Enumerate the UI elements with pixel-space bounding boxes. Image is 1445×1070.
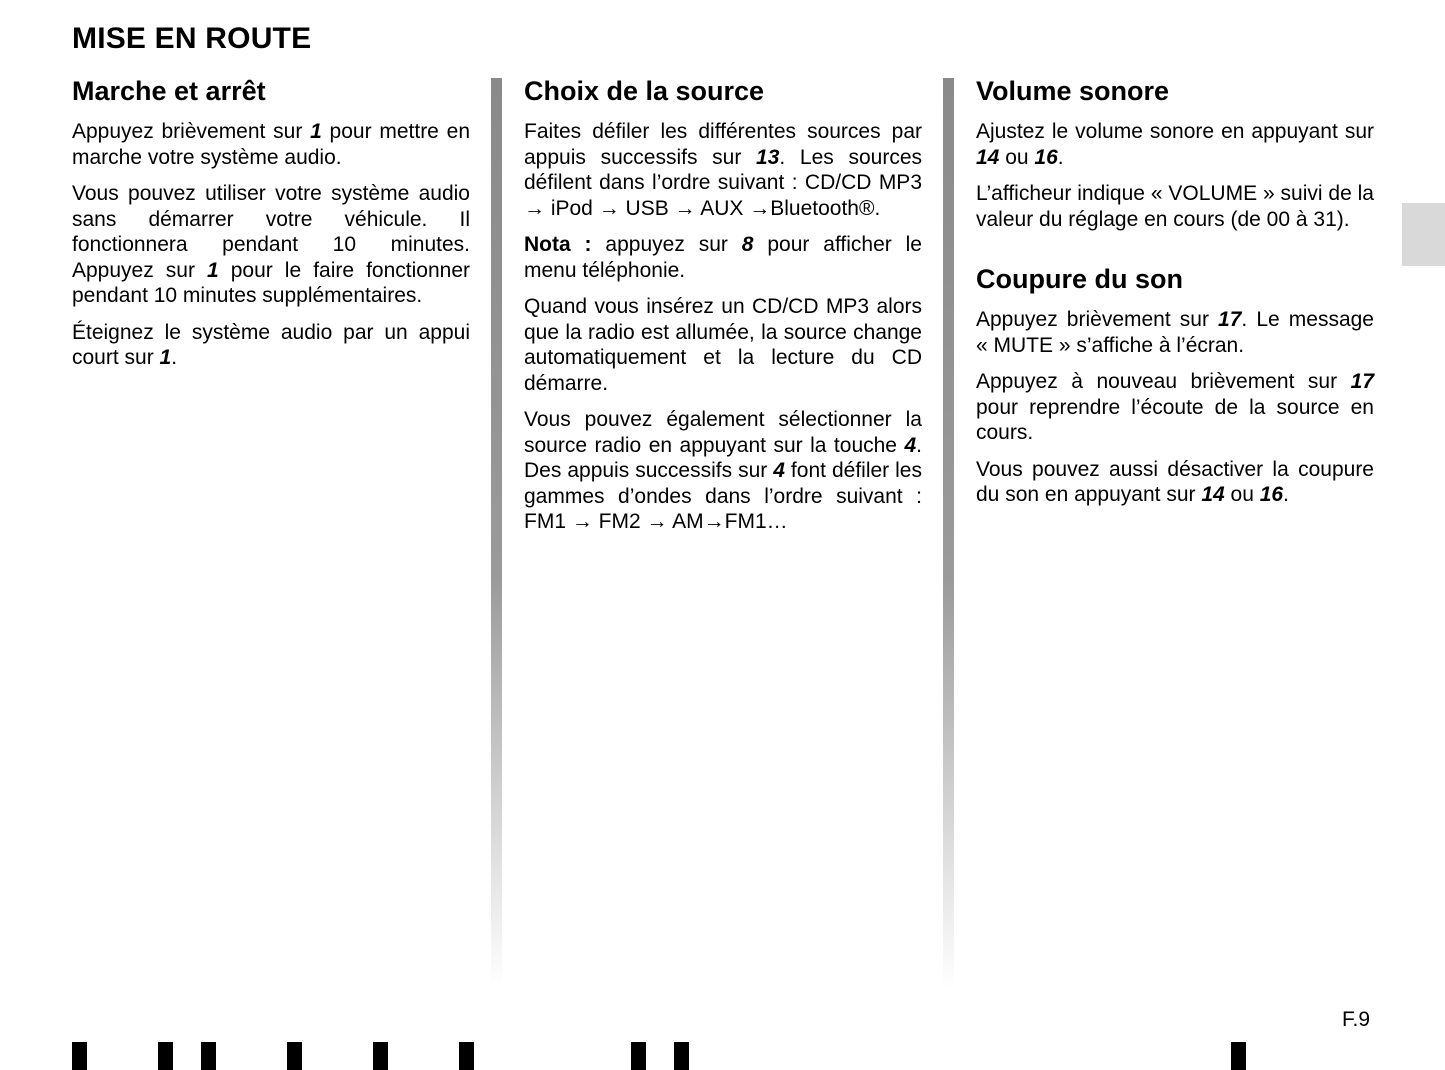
paragraph-text: pour le faire fonctionner pendant 10 minutes supplémentaires. bbox=[72, 258, 470, 307]
paragraph-text: Vous pouvez aussi désactiver la coupure du son en appuyant sur bbox=[976, 457, 1374, 506]
paragraph bbox=[524, 407, 922, 535]
paragraph bbox=[524, 119, 922, 221]
print-crop-mark bbox=[158, 1042, 173, 1070]
paragraph bbox=[524, 232, 922, 283]
control-reference: 17 bbox=[1218, 308, 1242, 331]
paragraph-text: pour reprendre l’écoute de la source en cours. bbox=[976, 395, 1374, 444]
control-reference: 16 bbox=[1259, 483, 1284, 506]
paragraph-text: Éteignez le système audio par un appui court sur bbox=[72, 320, 470, 369]
section-heading: Coupure du son bbox=[976, 264, 1183, 294]
paragraph-text: ou bbox=[999, 145, 1035, 169]
control-reference: 1 bbox=[207, 258, 219, 282]
print-crop-mark bbox=[373, 1042, 388, 1070]
paragraph bbox=[976, 181, 1374, 232]
paragraph-text: Vous pouvez également sélectionner la source radio en appuyant sur la touche bbox=[524, 408, 922, 457]
page-title: MISE EN ROUTE bbox=[72, 22, 312, 55]
control-reference: 13 bbox=[756, 145, 780, 169]
paragraph-text: Ajustez le volume sonore en appuyant sur bbox=[976, 120, 1374, 143]
chapter-tab-marker bbox=[1402, 203, 1445, 266]
control-reference: 16 bbox=[1034, 145, 1058, 169]
paragraph bbox=[524, 294, 922, 396]
section-body bbox=[976, 119, 1374, 232]
paragraph-text: . Le message « MUTE » s’affiche à l’écran. bbox=[976, 308, 1374, 357]
section-heading: Choix de la source bbox=[524, 76, 765, 106]
column-marche-arret bbox=[72, 74, 470, 382]
print-crop-mark bbox=[287, 1042, 302, 1070]
print-crop-mark bbox=[201, 1042, 216, 1070]
paragraph-text: Appuyez à nouveau brièvement sur bbox=[976, 370, 1351, 393]
paragraph-text: . bbox=[1283, 483, 1289, 506]
paragraph-text: Vous pouvez utiliser votre système audio sans démarrer votre véhicule. Il fonctionnera pendant 10 minutes. Appuyez sur bbox=[72, 182, 470, 282]
section-body bbox=[524, 119, 922, 535]
note-label: Nota : bbox=[524, 233, 592, 256]
paragraph-text: font défiler les gammes d’ondes dans l’ordre suivant : FM1 → FM2 → AM→FM1… bbox=[524, 459, 922, 533]
control-reference: 1 bbox=[310, 120, 322, 143]
paragraph-text: ou bbox=[1224, 483, 1260, 506]
control-reference: 1 bbox=[159, 346, 172, 369]
paragraph bbox=[72, 181, 470, 309]
control-reference: 4 bbox=[904, 433, 917, 457]
page-number: F.9 bbox=[1342, 1008, 1371, 1031]
control-reference: 14 bbox=[1201, 483, 1225, 506]
print-crop-mark bbox=[1231, 1042, 1246, 1070]
paragraph-text: appuyez sur bbox=[591, 233, 742, 256]
column-choix-source bbox=[524, 74, 922, 546]
paragraph-text: L’afficheur indique « VOLUME » suivi de la valeur du réglage en cours (de 00 à 31). bbox=[976, 182, 1374, 231]
paragraph-text: . bbox=[171, 346, 178, 369]
paragraph bbox=[976, 369, 1374, 446]
paragraph bbox=[72, 119, 470, 170]
column-divider bbox=[943, 78, 954, 988]
section-body bbox=[976, 307, 1374, 508]
print-crop-mark bbox=[72, 1042, 87, 1070]
control-reference: 14 bbox=[976, 145, 1000, 169]
paragraph-text: Appuyez brièvement sur bbox=[72, 120, 311, 143]
paragraph-text: pour afficher le menu téléphonie. bbox=[524, 233, 922, 282]
control-reference: 4 bbox=[773, 459, 785, 482]
control-reference: 17 bbox=[1350, 370, 1374, 393]
paragraph-text: . Les sources défilent dans l’ordre suivant : CD/CD MP3 → iPod → USB → AUX →Bluetooth®. bbox=[524, 145, 922, 220]
section-heading: Volume sonore bbox=[976, 76, 1170, 106]
section-body bbox=[72, 119, 470, 371]
paragraph bbox=[976, 119, 1374, 170]
paragraph-text: Faites défiler les différentes sources par appuis successifs sur bbox=[524, 120, 922, 169]
print-crop-mark bbox=[631, 1042, 646, 1070]
column-divider bbox=[491, 78, 502, 988]
paragraph-text: . Des appuis successifs sur bbox=[524, 433, 922, 482]
print-crop-mark bbox=[459, 1042, 474, 1070]
paragraph-text: . bbox=[1057, 145, 1064, 169]
print-crop-mark bbox=[674, 1042, 689, 1070]
paragraph-text: pour mettre en marche votre système audio. bbox=[72, 120, 470, 169]
paragraph bbox=[976, 307, 1374, 358]
column-volume bbox=[976, 74, 1374, 519]
paragraph-text: Quand vous insérez un CD/CD MP3 alors que la radio est allumée, la source change automatiquement et la lecture du CD démarre. bbox=[524, 295, 922, 395]
section-heading: Marche et arrêt bbox=[72, 76, 266, 106]
paragraph bbox=[976, 457, 1374, 508]
control-reference: 8 bbox=[741, 233, 754, 256]
paragraph bbox=[72, 320, 470, 371]
paragraph-text: Appuyez brièvement sur bbox=[976, 308, 1219, 331]
